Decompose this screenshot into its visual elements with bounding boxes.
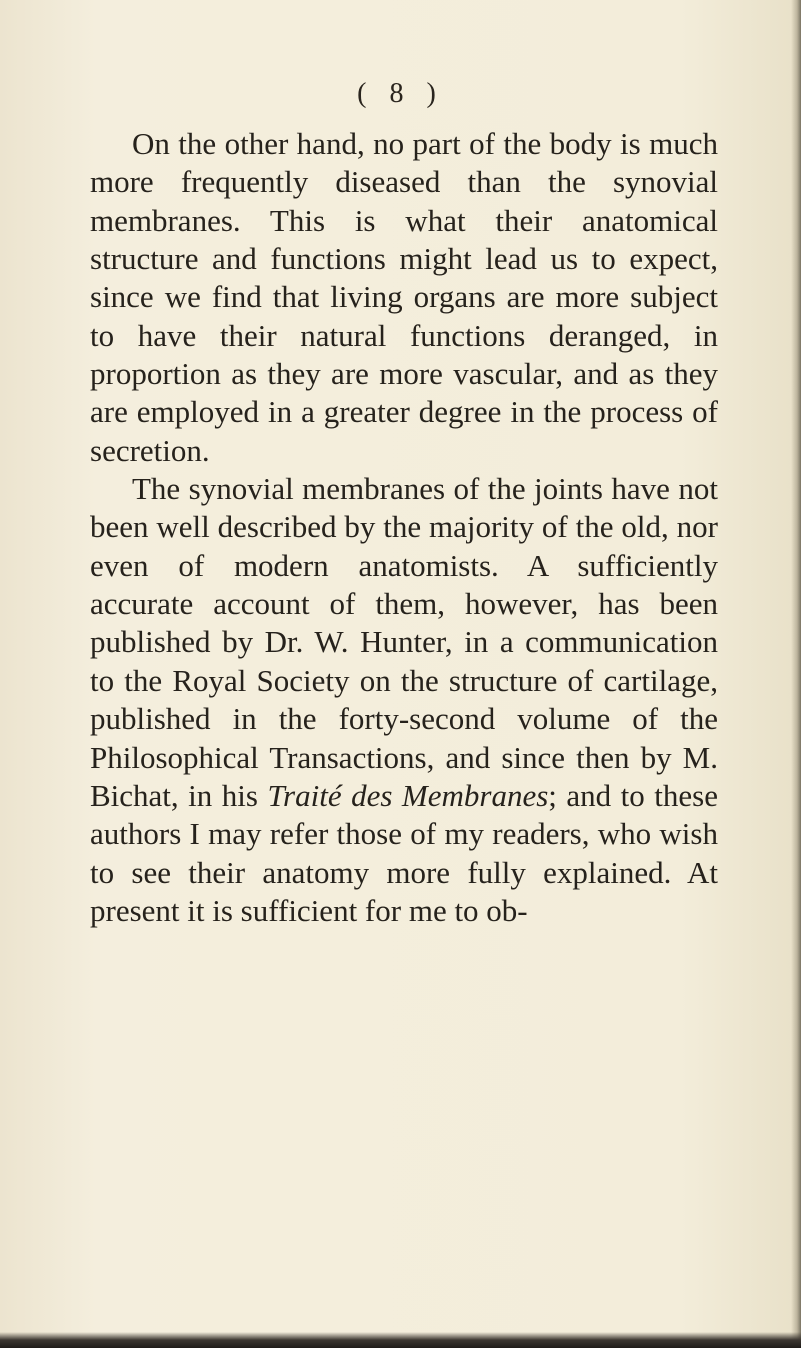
page-bottom-edge-shadow	[0, 1332, 801, 1348]
page-right-edge-shadow	[791, 0, 801, 1348]
paragraph-1: On the other hand, no part of the body is much more frequently diseased than the synovial membranes. This is what their anatomical structure and functions might lead us to expect, since we find that living organs are more subject to have their natural functions deranged, in proportion as they are more vascular, and as they are employed in a greater degree in the process of secretion.	[90, 126, 718, 468]
paragraph-2-text-after-title: ; and to these authors I may refer those of my readers, who wish to see their anatomy more fully explained. At present it is sufficient for me to ob-	[90, 777, 718, 928]
paragraph-2	[90, 470, 718, 930]
book-title-italic: Traité des Membranes	[267, 777, 549, 813]
paragraph-2-text-before-title: The synovial membranes of the joints have not been well described by the majority of the old, nor even of modern anatomists. A sufficiently accurate account of them, however, has been published by Dr. W. Hunter, in a communication to the Royal Society on the structure of cartilage, published in the forty-second volume of the Philosophical Transactions, and since then by M. Bichat, in his	[90, 471, 718, 813]
body-text	[90, 125, 718, 930]
page-number: ( 8 )	[357, 78, 444, 109]
